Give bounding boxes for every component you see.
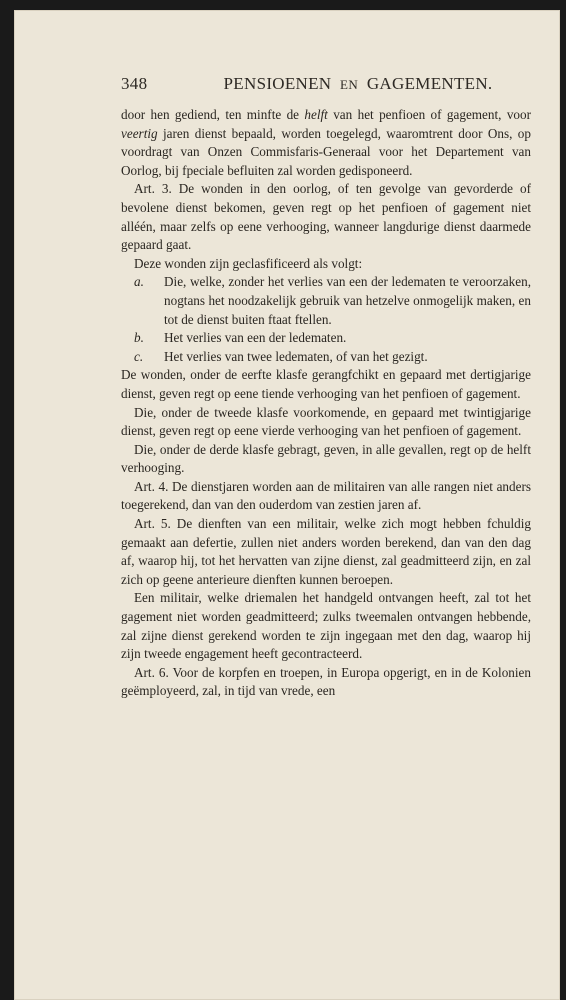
body-text [121,106,531,701]
p1-text-c: van het penfioen of gagement, voor [327,107,531,122]
paragraph-art-5: Art. 5. De dienften van een militair, welke zich mogt hebben fchuldig gemaakt aan defertie, zullen niet anders worden berekend, dan van den dag af, waarop hij, tot het hervatten van zijne dienst, zal geadmitteerd zijn, en zal zich op geene anterieure dienften kunnen beroepen. [121,516,531,587]
list-label-b: b. [134,330,144,346]
list-label-c: c. [134,348,144,364]
p1-text-a: door hen gediend, ten minfte de [121,107,305,122]
paragraph-first-class: De wonden, onder de eerfte klasfe gerangfchikt en gepaard met dertigjarige dienst, geven regt op eene tiende verhooging van het penfioen of gagement. [121,367,531,401]
list-item-c [134,348,531,367]
title-part2: GAGEMENTEN. [366,74,493,93]
paragraph-second-class: Die, onder de tweede klasfe voorkomende, en gepaard met twintigjarige dienst, geven regt op eene vierde verhooging van het penfioen of gagement. [121,404,531,439]
paragraph-art-3: Art. 3. De wonden in den oorlog, of ten gevolge van gevorderde of bevolene dienst bekomen, geven regt op het penfioen of gagement niet alléén, maar zelfs op eene verhooging, wanneer langdurige dienst daarmede gepaard gaat. [121,181,531,253]
paragraph-handgeld: Een militair, welke driemalen het handgeld ontvangen heeft, zal tot het gagement niet worden geadmitteerd; zulks tweemalen ontvangen hebbende, zal zijne dienst gerekend worden te zijn ingegaan met den dag, waarop hij zijn tweede engagement heeft gecontracteerd. [121,590,531,662]
p1-emphasis-helft: helft [304,107,328,122]
title-part1: PENSIOENEN [223,74,332,93]
page-number: 348 [121,74,148,93]
list-text-c: Het verlies van twee ledematen, of van het gezigt. [164,348,428,364]
list-label-a: a. [134,274,144,290]
list-item-b [134,329,531,348]
page-content [121,74,531,701]
paragraph-art-6: Art. 6. Voor de korpfen en troepen, in Europa opgerigt, en in de Kolonien geëmployeerd, zal, in tijd van vrede, een [121,664,531,699]
list-text-a: Die, welke, zonder het verlies van een der ledematen te veroorzaken, nogtans het noodzakelijk gebruik van hetzelve onmogelijk maken, en tot de dienst buiten ftaat ftellen. [164,274,531,327]
running-title [185,74,531,94]
title-en: EN [339,77,359,92]
p1-emphasis-veertig: veertig [121,125,158,141]
paragraph-art-4: Art. 4. De dienstjaren worden aan de militairen van alle rangen niet anders toegerekend, dan van den ouderdom van zestien jaren af. [121,478,531,513]
running-header [121,74,531,94]
book-page [14,10,560,1000]
p1-text-e: jaren dienst bepaald, worden toegelegd, waaromtrent door Ons, op voordragt van Onzen Commisfaris-Generaal voor het Departement van Oorlog, bij fpeciale befluiten zal worden gedisponeerd. [121,125,531,178]
list-item-a [134,273,531,329]
list-text-b: Het verlies van een der ledematen. [164,330,347,346]
paragraph-classification: Deze wonden zijn geclasfificeerd als volgt: [134,255,363,271]
paragraph-third-class: Die, onder de derde klasfe gebragt, geven, in alle gevallen, regt op de helft verhooging. [121,441,531,476]
paragraph-1 [121,106,531,180]
